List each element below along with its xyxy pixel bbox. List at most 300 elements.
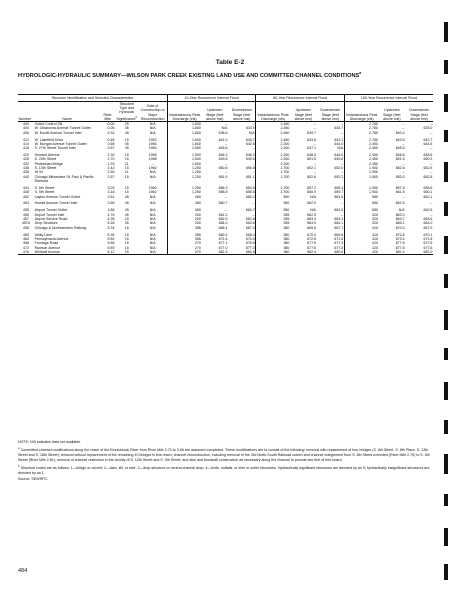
100yr-upstream-cell: -- bbox=[402, 161, 405, 166]
50yr-upstream-cell: 677.6 bbox=[307, 245, 317, 250]
100yr-upstream-cell: 662.5 bbox=[395, 201, 405, 206]
100yr-peak-cell: 2,450 bbox=[344, 162, 378, 166]
50yr-downstream-cell: 634.7 bbox=[334, 126, 344, 131]
10yr-peak-cell: 460 bbox=[167, 199, 201, 206]
table-row bbox=[18, 135, 433, 142]
structure-number-cell: 457 bbox=[23, 217, 29, 222]
col-header-10yr-peak: Instantaneous Peak Discharge (cfs) bbox=[167, 102, 201, 122]
river-mile-cell: 5.28 bbox=[107, 221, 115, 226]
summary-table bbox=[18, 94, 433, 255]
50yr-downstream-cell: 669.8 bbox=[334, 232, 344, 237]
10yr-downstream-cell: 677.0 bbox=[245, 245, 255, 250]
10yr-downstream-cell: 649.6 bbox=[245, 157, 255, 162]
col-header-date: Date of Construction or Major Reconstruction bbox=[139, 102, 168, 122]
construction-date-cell: 1952 bbox=[148, 137, 157, 142]
100yr-peak-cell: 420 bbox=[344, 246, 378, 250]
summary-table-container bbox=[18, 94, 433, 255]
10yr-peak-cell: 356 bbox=[167, 230, 201, 237]
100yr-peak-cell: 1,900 bbox=[344, 175, 378, 184]
structure-type-cell: 45 bbox=[124, 201, 129, 206]
structure-name-cell: Airport Tunnel Inlet bbox=[34, 212, 65, 217]
50yr-peak-cell: 2,200 bbox=[256, 151, 290, 158]
structure-number-cell: 464 bbox=[23, 236, 29, 241]
50yr-peak-cell: 550 bbox=[256, 199, 290, 206]
river-mile-cell: 3.51 bbox=[107, 194, 115, 199]
col-header-number: Number bbox=[18, 102, 34, 122]
structure-name-cell: S. 20th Street bbox=[34, 157, 57, 162]
river-mile-cell: 0.00 bbox=[107, 121, 115, 126]
10yr-upstream-cell: -- bbox=[225, 121, 228, 126]
structure-name-cell: Pennsylvania Avenue bbox=[34, 236, 69, 241]
100yr-peak-cell: 320 bbox=[344, 221, 378, 225]
structure-type-cell: 15 bbox=[124, 190, 129, 195]
50yr-peak-cell: 1,700 bbox=[256, 166, 290, 170]
10yr-peak-cell: 1,500 bbox=[167, 162, 201, 166]
100yr-downstream-cell: 652.8 bbox=[423, 174, 433, 179]
river-mile-cell: 0.32 bbox=[107, 130, 115, 135]
structure-number-cell: 456 bbox=[23, 212, 29, 217]
structure-name-cell: Whitnall Avenue bbox=[34, 250, 100, 255]
50yr-upstream-cell: 664.9 bbox=[307, 221, 317, 226]
10yr-upstream-cell: N/A bbox=[221, 126, 228, 131]
50yr-peak-cell: 285 bbox=[256, 217, 290, 221]
50yr-peak-cell: 285 bbox=[256, 213, 290, 217]
50yr-upstream-cell: -- bbox=[313, 121, 317, 126]
100yr-downstream-cell: 660.1 bbox=[423, 190, 433, 195]
100yr-downstream-cell: 655.6 bbox=[423, 185, 433, 190]
construction-date-cell: N/A bbox=[149, 208, 156, 213]
100yr-peak-cell: 1,900 bbox=[344, 183, 378, 190]
50yr-downstream-cell: 667.7 bbox=[334, 225, 344, 230]
10yr-peak-cell: 200 bbox=[167, 217, 201, 221]
100yr-downstream-cell: 677.5 bbox=[423, 241, 433, 246]
50yr-downstream-cell: 659.7 bbox=[334, 190, 344, 195]
10yr-downstream-cell: 660.2 bbox=[245, 194, 255, 199]
50yr-downstream-cell: 677.6 bbox=[334, 245, 344, 250]
10yr-peak-cell: 1,600 bbox=[167, 121, 201, 126]
50yr-downstream-cell: 662.0 bbox=[334, 208, 344, 213]
100yr-downstream-cell: 652.5 bbox=[423, 166, 433, 171]
structure-number-cell: 414 bbox=[23, 141, 29, 146]
construction-date-cell: N/A bbox=[149, 232, 156, 237]
river-mile-cell: 0.05 bbox=[107, 126, 115, 131]
100yr-upstream-cell: 643.6 bbox=[395, 137, 405, 142]
construction-date-cell: N/A bbox=[149, 225, 156, 230]
structure-type-cell: 35 bbox=[124, 221, 129, 226]
100yr-downstream-cell: 662.1 bbox=[423, 194, 433, 199]
100yr-upstream-cell: 663.7 bbox=[395, 217, 405, 222]
50yr-downstream-cell: 649.8 bbox=[334, 157, 344, 162]
100yr-upstream-cell: 670.8 bbox=[395, 232, 405, 237]
50yr-upstream-cell: -- bbox=[313, 161, 317, 166]
construction-date-cell: N/A bbox=[149, 217, 156, 222]
table-title-text: HYDROLOGIC-HYDRAULIC SUMMARY—WILSON PARK CREEK EXISTING LAND USE AND COMMITTED CHANNEL CONDITIONS bbox=[18, 72, 360, 79]
note-b bbox=[18, 464, 433, 475]
50yr-peak-cell: 350 bbox=[256, 230, 290, 237]
100yr-upstream-cell: 682.4 bbox=[379, 250, 406, 255]
50yr-downstream-cell: 663.3 bbox=[334, 217, 344, 222]
col-header-10yr-upstream: Upstream Stage (feet above msl) bbox=[201, 102, 228, 122]
50yr-upstream-cell: -- bbox=[313, 141, 317, 146]
100yr-downstream-cell: -- bbox=[430, 201, 433, 206]
50yr-upstream-cell: 652.1 bbox=[307, 166, 317, 171]
10yr-peak-cell: 200 bbox=[167, 213, 201, 217]
100yr-peak-cell: 2,450 bbox=[344, 142, 378, 146]
10yr-peak-cell: 1,250 bbox=[167, 190, 201, 194]
50yr-upstream-cell: 670.4 bbox=[307, 232, 317, 237]
100yr-upstream-cell: 670.0 bbox=[395, 225, 405, 230]
10yr-upstream-cell: 638.8 bbox=[218, 130, 228, 135]
structure-number-cell: 428 bbox=[23, 157, 29, 162]
10yr-peak-cell: 1,500 bbox=[167, 157, 201, 161]
50yr-downstream-cell: 664.1 bbox=[334, 221, 344, 226]
100yr-downstream-cell: 635.0 bbox=[423, 126, 433, 131]
structure-type-footnote-marker: b bbox=[135, 114, 138, 119]
10yr-upstream-cell: 682.3 bbox=[201, 250, 228, 255]
structure-name-cell: Outlet Control Sill bbox=[34, 121, 63, 126]
100yr-peak-cell: 2,760 bbox=[344, 121, 378, 126]
structure-number-cell: 472 bbox=[23, 245, 29, 250]
10yr-peak-cell: 356 bbox=[167, 226, 201, 230]
river-mile-cell: 1.30 bbox=[107, 153, 115, 158]
construction-date-cell: 1966 bbox=[148, 153, 157, 158]
note-b-text: Structure codes are as follows: 1—bridge or culvert; 2—dam, sill, or weir; 3—drop structure or neutral channel drop; 4—fords, outfalls, or inlet or outlet structures. Hydraulically significant structures are denoted by an 5; hydraulically insignificant structures are denoted by an 1. bbox=[18, 465, 430, 475]
river-mile-cell: 2.57 bbox=[107, 174, 115, 179]
100yr-downstream-cell: -- bbox=[430, 146, 433, 151]
river-mile-cell: 5.88 bbox=[107, 241, 115, 246]
100yr-downstream-cell: 671.8 bbox=[423, 236, 433, 241]
structure-number-cell: 418 bbox=[23, 146, 29, 151]
structure-number-cell: 455 bbox=[23, 208, 29, 213]
100yr-downstream-cell: 670.1 bbox=[423, 232, 433, 237]
structure-number-cell: 412 bbox=[23, 137, 29, 142]
10yr-downstream-cell: -- bbox=[252, 121, 255, 126]
table-row bbox=[18, 183, 433, 190]
construction-date-cell: 1954 bbox=[148, 141, 157, 146]
structure-number-cell: 406 bbox=[23, 130, 29, 135]
structure-type-cell: 15 bbox=[124, 236, 129, 241]
river-mile-cell: 5.34 bbox=[107, 225, 115, 230]
table-label: Table E-2 bbox=[215, 59, 245, 66]
50yr-upstream-cell: -- bbox=[313, 126, 317, 131]
structure-type-cell: 15 bbox=[124, 137, 129, 142]
10yr-downstream-cell: 650.8 bbox=[245, 166, 255, 171]
100yr-peak-cell: 2,760 bbox=[344, 126, 378, 130]
structure-number-cell: 420 bbox=[23, 153, 29, 158]
10yr-upstream-cell: 651.5 bbox=[218, 174, 228, 179]
10yr-downstream-cell: 640.7 bbox=[245, 137, 255, 142]
50yr-downstream-cell: 644.0 bbox=[334, 141, 344, 146]
100yr-peak-cell: 320 bbox=[344, 213, 378, 217]
table-row bbox=[18, 250, 433, 255]
100yr-peak-cell: 1,900 bbox=[344, 166, 378, 170]
construction-date-cell: N/A bbox=[149, 212, 156, 217]
50yr-peak-cell: 2,450 bbox=[256, 135, 290, 142]
structure-name-cell: Chicago & Northwestern Railway bbox=[34, 225, 87, 230]
100yr-downstream-cell: 648.6 bbox=[423, 153, 433, 158]
100yr-upstream-cell: 661.5 bbox=[395, 190, 405, 195]
table-title bbox=[18, 71, 433, 79]
100yr-downstream-cell: 667.9 bbox=[423, 225, 433, 230]
50yr-peak-cell: 380 bbox=[256, 250, 290, 255]
table-body bbox=[18, 121, 433, 254]
50yr-downstream-cell: 652.0 bbox=[334, 166, 344, 171]
100yr-downstream-cell: -- bbox=[430, 212, 433, 217]
50yr-peak-cell: 285 bbox=[256, 221, 290, 225]
col-header-10yr-downstream: Downstream Stage (feet above msl) bbox=[228, 102, 256, 122]
10yr-upstream-cell: 656.3 bbox=[218, 185, 228, 190]
50yr-downstream-cell: 677.3 bbox=[334, 241, 344, 246]
100yr-peak-cell: 410 bbox=[344, 226, 378, 230]
structure-type-cell: 45 bbox=[124, 141, 129, 146]
100yr-peak-cell: 580 bbox=[344, 206, 378, 213]
100yr-downstream-cell: 650.3 bbox=[423, 157, 433, 162]
construction-date-cell: 1960 bbox=[148, 185, 157, 190]
construction-date-cell: 1962 bbox=[148, 190, 157, 195]
100yr-downstream-cell: 681.0 bbox=[405, 250, 433, 255]
50yr-peak-cell: 2,450 bbox=[256, 121, 290, 126]
source-note: Source: SEWRPC. bbox=[18, 476, 49, 481]
10yr-upstream-cell: 649.6 bbox=[218, 157, 228, 162]
col-header-river-mile: River Mile bbox=[100, 102, 115, 122]
10yr-upstream-cell: 668.4 bbox=[218, 225, 228, 230]
10yr-downstream-cell: 668.4 bbox=[245, 232, 255, 237]
structure-type-cell: 45 bbox=[124, 146, 129, 151]
10yr-peak-cell: 1,250 bbox=[167, 166, 201, 170]
structure-type-cell: 15 bbox=[124, 245, 129, 250]
construction-date-cell: N/A bbox=[149, 174, 156, 179]
10yr-peak-cell: 1,250 bbox=[167, 183, 201, 190]
50yr-downstream-cell: 661.6 bbox=[334, 194, 344, 199]
construction-date-cell: 1954 bbox=[148, 146, 157, 151]
col-header-100yr-peak: Instantaneous Peak Discharge (cfs) bbox=[344, 102, 378, 122]
note-a-text: Committed channel modifications along the reach of the Kinnickinnic River from River Mile 2.70 to 3.68 are assumed completed. These modifications are to consist of the following: removal with replacement of four bridges (S. 6th Street, S. 8th Place, S. 13th Street and S. 16th Street); removal without replacement of the remaining 10 bridges in this reach; channel reconstruction, including removal of the Old North-South Railroad culvert and channel realignment from S. 8th Street extended (River Mile 2.70) to S. 6th Street (River Mile 2.81); removal of channel restriction in the vicinity of S. 12th Street and S. 9th Street; and dike and floodwall construction as necessary along the channel to provide two feet of free board. bbox=[18, 448, 430, 462]
50yr-downstream-cell: -- bbox=[340, 130, 344, 135]
river-mile-cell: 4.96 bbox=[107, 217, 115, 222]
construction-date-cell: N/A bbox=[149, 241, 156, 246]
col-header-50yr-upstream: Upstream Stage (feet above msl) bbox=[290, 102, 317, 122]
10yr-upstream-cell: -- bbox=[225, 170, 228, 175]
10yr-peak-cell: 1,600 bbox=[167, 131, 201, 135]
10yr-downstream-cell: 642.6 bbox=[245, 141, 255, 146]
structure-name-cell: W. Lakefield Drive bbox=[34, 137, 64, 142]
50yr-upstream-cell: -- bbox=[313, 170, 317, 175]
col-header-structure-type bbox=[115, 102, 138, 122]
10yr-upstream-cell: 664.0 bbox=[218, 221, 228, 226]
50yr-downstream-cell: 652.2 bbox=[334, 174, 344, 179]
structure-type-cell: 45 bbox=[124, 212, 129, 217]
table-row bbox=[18, 131, 433, 135]
50yr-peak-cell: 2,200 bbox=[256, 142, 290, 146]
river-mile-cell: 0.68 bbox=[107, 141, 115, 146]
50yr-peak-cell: 2,200 bbox=[256, 162, 290, 166]
structure-type-cell: 15 bbox=[124, 232, 129, 237]
10yr-downstream-cell: N/A bbox=[248, 130, 255, 135]
10yr-upstream-cell: -- bbox=[225, 194, 228, 199]
100yr-downstream-cell: 644.6 bbox=[423, 141, 433, 146]
col-header-50yr-downstream: Downstream Stage (feet above msl) bbox=[317, 102, 345, 122]
table-row bbox=[18, 206, 433, 213]
structure-name-cell: Frontage Road bbox=[34, 241, 59, 246]
structure-name-cell: Utility Lane bbox=[34, 232, 53, 237]
10yr-upstream-cell: -- bbox=[225, 161, 228, 166]
construction-date-cell: N/A bbox=[149, 130, 156, 135]
10yr-peak-cell: 270 bbox=[167, 241, 201, 245]
structure-number-cell: 444 bbox=[23, 185, 29, 190]
50yr-upstream-cell: 657.2 bbox=[307, 185, 317, 190]
50yr-peak-cell: 380 bbox=[256, 241, 290, 245]
structure-type-cell: 45 bbox=[124, 208, 129, 213]
50yr-peak-cell: 550 bbox=[256, 195, 290, 199]
50yr-peak-cell: 1,700 bbox=[256, 190, 290, 194]
construction-date-cell: N/A bbox=[149, 221, 156, 226]
50yr-upstream-cell: N/A bbox=[310, 194, 317, 199]
header-column-row bbox=[18, 102, 433, 122]
10yr-downstream-cell: 663.6 bbox=[245, 221, 255, 226]
50yr-downstream-cell: 680.6 bbox=[317, 250, 345, 255]
50yr-downstream-cell: -- bbox=[340, 201, 344, 206]
river-mile-cell: 3.86 bbox=[107, 208, 115, 213]
col-header-100yr-downstream: Downstream Stage (feet above msl) bbox=[405, 102, 433, 122]
structure-number-cell: 404 bbox=[23, 126, 29, 131]
structure-name-cell: Drop Structure bbox=[34, 221, 58, 226]
100yr-downstream-cell: -- bbox=[430, 161, 433, 166]
structure-number-cell: 476 bbox=[18, 250, 34, 255]
page-number: 484 bbox=[18, 568, 28, 574]
structure-name-cell: IH 94 bbox=[34, 170, 44, 175]
structure-type-cell: 15 bbox=[124, 153, 129, 158]
100yr-peak-cell: 320 bbox=[344, 217, 378, 221]
structure-type-cell: 45 bbox=[124, 126, 129, 131]
10yr-peak-cell: 1,250 bbox=[167, 175, 201, 184]
table-row bbox=[18, 175, 433, 184]
100yr-peak-cell: 580 bbox=[344, 195, 378, 199]
10yr-upstream-cell: -- bbox=[225, 141, 228, 146]
10yr-peak-cell: 270 bbox=[167, 246, 201, 250]
100yr-peak-cell: 580 bbox=[344, 199, 378, 206]
table-row bbox=[18, 230, 433, 237]
100yr-upstream-cell: 648.6 bbox=[395, 153, 405, 158]
group-header-100yr: 100-Year Recurrence Interval Flood bbox=[344, 95, 433, 102]
50yr-upstream-cell: 662.5 bbox=[307, 212, 317, 217]
col-header-structure-type-text: Structure Type and Hydraulic Significance bbox=[116, 102, 136, 121]
structure-type-cell: 15 bbox=[115, 250, 138, 255]
10yr-peak-cell: 1,500 bbox=[167, 151, 201, 158]
structure-name-cell: Howard Avenue bbox=[34, 153, 60, 158]
50yr-upstream-cell: 677.5 bbox=[307, 241, 317, 246]
10yr-peak-cell: 1,250 bbox=[167, 170, 201, 174]
50yr-downstream-cell: -- bbox=[340, 170, 344, 175]
binding-marks bbox=[444, 22, 450, 582]
50yr-downstream-cell: 671.6 bbox=[334, 236, 344, 241]
100yr-upstream-cell: 651.5 bbox=[395, 157, 405, 162]
50yr-peak-cell: 380 bbox=[256, 226, 290, 230]
river-mile-cell: 2.50 bbox=[107, 170, 115, 175]
10yr-peak-cell: 1,600 bbox=[167, 135, 201, 142]
50yr-upstream-cell: 652.6 bbox=[307, 174, 317, 179]
structure-name-cell: Airport Tunnel Outlet bbox=[34, 208, 68, 213]
10yr-peak-cell: 460 bbox=[167, 195, 201, 199]
river-mile-cell: 3.03 bbox=[107, 185, 115, 190]
10yr-downstream-cell: -- bbox=[252, 146, 255, 151]
river-mile-cell: 1.70 bbox=[107, 157, 115, 162]
100yr-upstream-cell: 677.8 bbox=[395, 245, 405, 250]
structure-type-cell: 15 bbox=[124, 225, 129, 230]
100yr-peak-cell: 420 bbox=[344, 241, 378, 245]
100yr-upstream-cell: 677.6 bbox=[395, 241, 405, 246]
river-mile-cell: 5.54 bbox=[107, 236, 115, 241]
structure-type-cell: 45 bbox=[124, 130, 129, 135]
100yr-peak-cell: 1,900 bbox=[344, 170, 378, 174]
structure-type-cell: 15 bbox=[124, 241, 129, 246]
river-mile-cell: 5.89 bbox=[107, 245, 115, 250]
100yr-upstream-cell: 657.6 bbox=[395, 185, 405, 190]
10yr-peak-cell: 460 bbox=[167, 206, 201, 213]
100yr-upstream-cell: 640.0 bbox=[395, 130, 405, 135]
100yr-downstream-cell: -- bbox=[430, 130, 433, 135]
10yr-downstream-cell: 654.6 bbox=[245, 185, 255, 190]
50yr-peak-cell: 2,200 bbox=[256, 157, 290, 161]
table-notes bbox=[18, 440, 433, 483]
50yr-peak-cell: 380 bbox=[256, 237, 290, 241]
50yr-peak-cell: 2,450 bbox=[256, 131, 290, 135]
50yr-upstream-cell: 672.6 bbox=[307, 236, 317, 241]
structure-number-cell: 448 bbox=[23, 190, 29, 195]
10yr-upstream-cell: 641.0 bbox=[218, 137, 228, 142]
10yr-downstream-cell: -- bbox=[252, 212, 255, 217]
50yr-upstream-cell: 648.0 bbox=[307, 153, 317, 158]
structure-number-cell: 452 bbox=[23, 194, 29, 199]
structure-name-cell: Pedestrian Bridge bbox=[34, 161, 63, 166]
100yr-peak-cell: 2,450 bbox=[344, 151, 378, 158]
100yr-upstream-cell: -- bbox=[402, 121, 405, 126]
structure-type-cell: 25 bbox=[124, 121, 129, 126]
50yr-upstream-cell: 647.1 bbox=[307, 146, 317, 151]
river-mile-cell: 1.93 bbox=[107, 161, 115, 166]
100yr-peak-cell: 2,760 bbox=[344, 135, 378, 142]
50yr-upstream-cell: 663.4 bbox=[307, 217, 317, 222]
table-row bbox=[18, 199, 433, 206]
10yr-upstream-cell: 650.8 bbox=[218, 166, 228, 171]
10yr-peak-cell: 1,500 bbox=[167, 146, 201, 150]
10yr-downstream-cell: 680.5 bbox=[228, 250, 256, 255]
group-header-50yr: 50-Year Recurrence Interval Flood bbox=[256, 95, 345, 102]
100yr-peak-cell: 2,450 bbox=[344, 157, 378, 161]
10yr-upstream-cell: 669.1 bbox=[218, 232, 228, 237]
structure-type-cell: 15 bbox=[124, 157, 129, 162]
100yr-upstream-cell: 652.8 bbox=[395, 166, 405, 171]
10yr-upstream-cell: 677.0 bbox=[218, 245, 228, 250]
structure-type-cell: 11 bbox=[124, 161, 129, 166]
structure-name-cell: Rawson Avenue bbox=[34, 245, 61, 250]
10yr-peak-cell: 370 bbox=[167, 250, 201, 255]
structure-name-cell: S. 27th Street Tunnel Inlet bbox=[34, 146, 76, 151]
10yr-upstream-cell: 660.7 bbox=[218, 201, 228, 206]
100yr-upstream-cell: 663.0 bbox=[395, 212, 405, 217]
100yr-upstream-cell: 653.0 bbox=[395, 174, 405, 179]
100yr-peak-cell: 410 bbox=[344, 237, 378, 241]
construction-date-cell: 1958 bbox=[148, 157, 157, 162]
structure-name-cell: Layton Avenue Tunnel Outlet bbox=[34, 194, 81, 199]
50yr-upstream-cell: 660.9 bbox=[307, 190, 317, 195]
50yr-peak-cell: 1,700 bbox=[256, 170, 290, 174]
100yr-peak-cell: 1,900 bbox=[344, 190, 378, 194]
10yr-peak-cell: 1,600 bbox=[167, 126, 201, 130]
50yr-downstream-cell: 655.3 bbox=[334, 185, 344, 190]
10yr-upstream-cell: 645.6 bbox=[218, 146, 228, 151]
100yr-upstream-cell: 673.4 bbox=[395, 236, 405, 241]
50yr-downstream-cell: 642.1 bbox=[334, 137, 344, 142]
